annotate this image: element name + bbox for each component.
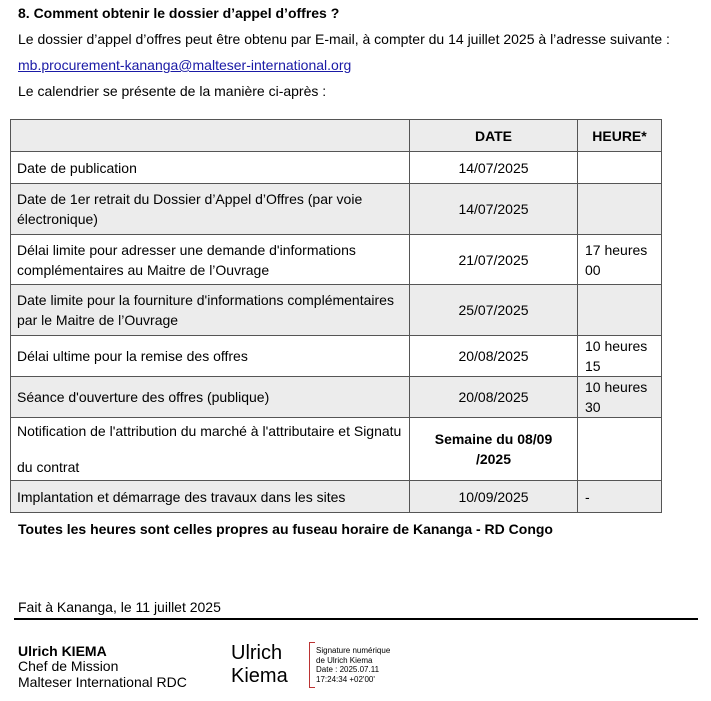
table-row [11,336,662,377]
header-hour: HEURE* [578,120,662,152]
row-label-line1: Notification de l'attribution du marché à l'attributaire et Signatu [17,423,402,439]
row-date: 20/08/2025 [410,336,578,377]
row-label: Délai ultime pour la remise des offres [11,336,410,377]
table-row [11,152,662,184]
row-label: Implantation et démarrage des travaux dans les sites [11,481,410,513]
signatory-title: Chef de Mission [18,658,119,674]
row-hour [578,184,662,235]
signature-detail-line: Signature numérique [316,646,391,655]
digital-signature [231,642,288,688]
email-link[interactable]: mb.procurement-kananga@malteser-international.org [18,57,352,73]
schedule-table [10,119,662,513]
signature-divider [14,618,698,620]
calendar-intro: Le calendrier se présente de la manière ci-après : [18,83,327,99]
row-label: Date limite pour la fourniture d'informations complémentaires par le Maitre de l’Ouvrage [11,285,410,336]
signature-details [316,646,390,684]
row-date: Semaine du 08/09 /2025 [410,418,578,481]
section-heading: 8. Comment obtenir le dossier d’appel d’offres ? [18,5,340,21]
row-hour: 17 heures 00 [578,235,662,285]
signature-name-line1: Ulrich [231,642,283,664]
table-row [11,418,662,481]
row-date: 14/07/2025 [410,184,578,235]
row-date: 10/09/2025 [410,481,578,513]
signatory-organization: Malteser International RDC [18,674,187,690]
header-date: DATE [410,120,578,152]
table-row [11,184,662,235]
row-date: 20/08/2025 [410,377,578,418]
header-label [11,120,410,152]
place-date: Fait à Kananga, le 11 juillet 2025 [18,599,221,615]
table-row [11,235,662,285]
table-header-row [11,120,662,152]
signature-detail-line: Date : 2025.07.11 [316,665,380,674]
row-hour [578,418,662,481]
signature-detail-line: de Ulrich Kiema [316,655,373,665]
row-hour [578,152,662,184]
row-label: Délai limite pour adresser une demande d'informations complémentaires au Maitre de l’Ouvrage [11,235,410,285]
row-label: Date de publication [11,152,410,184]
table-row [11,285,662,336]
row-date: 25/07/2025 [410,285,578,336]
signature-bracket [309,642,315,688]
row-hour: 10 heures 30 [578,377,662,418]
signatory-name: Ulrich KIEMA [18,643,107,659]
table-row [11,377,662,418]
row-date: 21/07/2025 [410,235,578,285]
row-label: Séance d'ouverture des offres (publique) [11,377,410,418]
signature-name-line2: Kiema [231,665,288,687]
row-hour: 10 heures 15 [578,336,662,377]
row-hour [578,285,662,336]
row-label-line2: du contrat [17,459,80,475]
intro-text: Le dossier d’appel d’offres peut être obtenu par E-mail, à compter du 14 juillet 2025 à l’adresse suivante : [18,31,670,47]
table-row [11,481,662,513]
row-label [11,418,410,481]
row-hour: - [578,481,662,513]
timezone-note: Toutes les heures sont celles propres au fuseau horaire de Kananga - RD Congo [18,521,553,537]
row-date: 14/07/2025 [410,152,578,184]
row-label: Date de 1er retrait du Dossier d’Appel d’Offres (par voie électronique) [11,184,410,235]
signature-detail-line: 17:24:34 +02'00' [316,674,375,684]
